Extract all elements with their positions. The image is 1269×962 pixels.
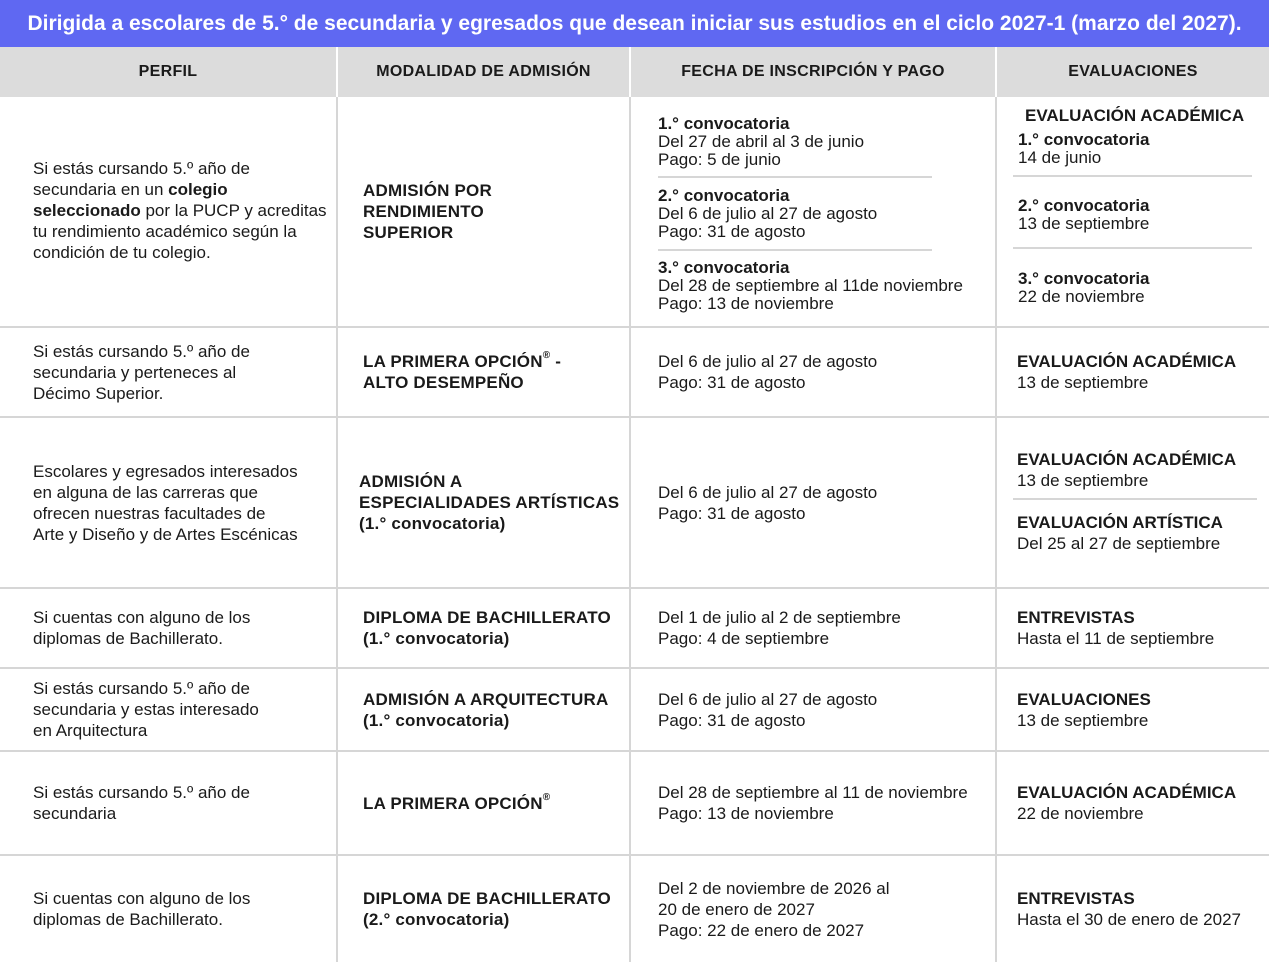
- fecha-line: Del 28 de septiembre al 11 de noviembre: [658, 783, 968, 802]
- row5-perfil: [0, 669, 338, 752]
- row1-modalidad-line: SUPERIOR: [363, 223, 454, 242]
- eval-title: EVALUACIÓN ACADÉMICA: [1017, 783, 1237, 802]
- header-modalidad: MODALIDAD DE ADMISIÓN: [338, 47, 631, 97]
- eval-title: EVALUACIÓN ACADÉMICA: [1017, 352, 1237, 371]
- row5-evaluaciones: [997, 669, 1269, 752]
- eval-date: 13 de septiembre: [1017, 471, 1149, 490]
- perfil-line: ofrecen nuestras facultades de: [33, 503, 266, 523]
- eval-title: EVALUACIÓN ARTÍSTICA: [1017, 513, 1223, 532]
- row1-convocatoria-3: [658, 259, 963, 313]
- convocatoria-payment: Pago: 13 de noviembre: [658, 294, 834, 313]
- fecha-line: Del 2 de noviembre de 2026 al: [658, 878, 890, 898]
- convocatoria-title: 1.° convocatoria: [658, 114, 790, 133]
- header-fecha: FECHA DE INSCRIPCIÓN Y PAGO: [631, 47, 997, 97]
- perfil-line: en alguna de las carreras que: [33, 482, 258, 502]
- modalidad-line: LA PRIMERA OPCIÓN: [363, 793, 543, 813]
- modalidad-line: ESPECIALIDADES ARTÍSTICAS: [359, 493, 620, 512]
- convocatoria-dates: Del 27 de abril al 3 de junio: [658, 132, 865, 151]
- perfil-line: en Arquitectura: [33, 721, 148, 740]
- perfil-line: secundaria y estas interesado: [33, 700, 259, 719]
- row4-evaluaciones: [997, 589, 1269, 669]
- perfil-line: Décimo Superior.: [33, 383, 164, 403]
- row2-modalidad: [338, 328, 631, 418]
- row6-evaluaciones: [997, 752, 1269, 856]
- convocatoria-payment: Pago: 5 de junio: [658, 150, 781, 169]
- eval-item-title: 2.° convocatoria: [1018, 196, 1150, 215]
- eval-date: Hasta el 30 de enero de 2027: [1017, 910, 1242, 929]
- row2-perfil: [0, 328, 338, 418]
- admission-table: [0, 47, 1269, 962]
- fecha-line: Del 1 de julio al 2 de septiembre: [658, 608, 901, 627]
- registered-mark: ®: [542, 350, 551, 362]
- modalidad-line: (2.° convocatoria): [363, 910, 510, 929]
- row1-eval-item-3: [1018, 270, 1150, 306]
- row1-eval-item-2: [1018, 197, 1150, 233]
- eval-title: ENTREVISTAS: [1017, 608, 1135, 627]
- divider: [658, 176, 932, 178]
- row1-evaluaciones: [997, 97, 1269, 328]
- row3-modalidad: [338, 418, 631, 589]
- row1-modalidad-line: RENDIMIENTO: [363, 202, 484, 221]
- row4-perfil: [0, 589, 338, 669]
- perfil-line: Si estás cursando 5.º año de: [33, 679, 250, 698]
- row1-convocatoria-1: [658, 115, 864, 169]
- convocatoria-title: 3.° convocatoria: [658, 258, 790, 277]
- row3-eval-item-2: [1017, 512, 1223, 554]
- row2-fecha: [631, 328, 997, 418]
- row3-perfil: [0, 418, 338, 589]
- perfil-line: Si cuentas con alguno de los: [33, 889, 251, 908]
- row1-modalidad-line: ADMISIÓN POR: [363, 181, 492, 200]
- row7-modalidad: [338, 856, 631, 962]
- perfil-line: secundaria: [33, 804, 117, 823]
- fecha-line: Del 6 de julio al 27 de agosto: [658, 689, 878, 709]
- header-perfil: PERFIL: [0, 47, 338, 97]
- divider: [1013, 498, 1257, 500]
- row1-modalidad: [338, 97, 631, 328]
- divider: [1013, 247, 1252, 249]
- row6-fecha: [631, 752, 997, 856]
- convocatoria-title: 2.° convocatoria: [658, 186, 790, 205]
- row2-evaluaciones: [997, 328, 1269, 418]
- row1-perfil-text-pre: Si estás cursando 5.º año de secundaria en un: [33, 159, 250, 199]
- row1-fecha: [631, 97, 997, 328]
- perfil-line: diplomas de Bachillerato.: [33, 629, 223, 648]
- row1-perfil-text-post: por la PUCP y acreditas tu rendimiento académico según la condición de tu colegio.: [33, 201, 327, 262]
- convocatoria-payment: Pago: 31 de agosto: [658, 222, 806, 241]
- row7-perfil: [0, 856, 338, 962]
- eval-item-title: 1.° convocatoria: [1018, 130, 1150, 149]
- row4-fecha: [631, 589, 997, 669]
- row3-eval-item-1: [1017, 449, 1236, 491]
- row6-modalidad: [338, 752, 631, 856]
- convocatoria-dates: Del 28 de septiembre al 11de noviembre: [658, 276, 963, 295]
- fecha-line: Pago: 13 de noviembre: [658, 804, 834, 823]
- perfil-line: Arte y Diseño y de Artes Escénicas: [33, 524, 298, 544]
- perfil-line: Si estás cursando 5.º año de: [33, 783, 250, 802]
- modalidad-line: ALTO DESEMPEÑO: [363, 373, 524, 392]
- fecha-line: Del 6 de julio al 27 de agosto: [658, 352, 878, 371]
- modalidad-line: (1.° convocatoria): [363, 710, 510, 730]
- registered-mark: ®: [542, 791, 551, 803]
- eval-item-title: 3.° convocatoria: [1018, 269, 1150, 288]
- row4-modalidad: [338, 589, 631, 669]
- modalidad-dash: -: [550, 352, 562, 371]
- fecha-line: Pago: 31 de agosto: [658, 373, 806, 392]
- perfil-line: secundaria y perteneces al: [33, 362, 237, 382]
- row5-modalidad: [338, 669, 631, 752]
- row6-perfil: [0, 752, 338, 856]
- fecha-line: Pago: 22 de enero de 2027: [658, 920, 865, 940]
- modalidad-line: LA PRIMERA OPCIÓN: [363, 352, 543, 371]
- modalidad-line: DIPLOMA DE BACHILLERATO: [363, 889, 611, 908]
- modalidad-line: (1.° convocatoria): [359, 514, 506, 533]
- header-evaluaciones: EVALUACIONES: [997, 47, 1269, 97]
- eval-date: Hasta el 11 de septiembre: [1017, 629, 1215, 648]
- eval-item-date: 13 de septiembre: [1018, 214, 1150, 233]
- fecha-line: 20 de enero de 2027: [658, 899, 815, 919]
- eval-title: EVALUACIONES: [1017, 689, 1151, 709]
- eval-date: Del 25 al 27 de septiembre: [1017, 534, 1221, 553]
- eval-item-date: 22 de noviembre: [1018, 287, 1145, 306]
- convocatoria-dates: Del 6 de julio al 27 de agosto: [658, 204, 878, 223]
- row1-eval-title: EVALUACIÓN ACADÉMICA: [1025, 106, 1245, 125]
- row1-perfil: [0, 97, 338, 328]
- eval-title: EVALUACIÓN ACADÉMICA: [1017, 450, 1237, 469]
- row3-evaluaciones: [997, 418, 1269, 589]
- perfil-line: Si cuentas con alguno de los: [33, 608, 251, 627]
- row3-fecha: [631, 418, 997, 589]
- fecha-line: Pago: 31 de agosto: [658, 710, 806, 730]
- row5-fecha: [631, 669, 997, 752]
- perfil-line: diplomas de Bachillerato.: [33, 910, 223, 929]
- modalidad-line: (1.° convocatoria): [363, 629, 510, 648]
- row7-fecha: [631, 856, 997, 962]
- row7-evaluaciones: [997, 856, 1269, 962]
- row1-convocatoria-2: [658, 187, 877, 241]
- row1-perfil-text-bold: colegio seleccionado: [33, 180, 228, 220]
- divider: [1013, 175, 1252, 177]
- eval-date: 13 de septiembre: [1017, 373, 1149, 392]
- fecha-line: Pago: 31 de agosto: [658, 503, 806, 523]
- banner-title: Dirigida a escolares de 5.° de secundaria y egresados que desean iniciar sus estudios en el ciclo 2027-1 (marzo del 2027).: [0, 0, 1269, 47]
- eval-date: 13 de septiembre: [1017, 710, 1149, 730]
- divider: [658, 249, 932, 251]
- perfil-line: Si estás cursando 5.º año de: [33, 341, 250, 361]
- eval-title: ENTREVISTAS: [1017, 889, 1135, 908]
- fecha-line: Pago: 4 de septiembre: [658, 629, 830, 648]
- modalidad-line: ADMISIÓN A: [359, 472, 463, 491]
- eval-item-date: 14 de junio: [1018, 148, 1102, 167]
- row1-eval-item-1: [1018, 131, 1150, 167]
- modalidad-line: ADMISIÓN A ARQUITECTURA: [363, 689, 609, 709]
- eval-date: 22 de noviembre: [1017, 804, 1144, 823]
- fecha-line: Del 6 de julio al 27 de agosto: [658, 482, 878, 502]
- modalidad-line: DIPLOMA DE BACHILLERATO: [363, 608, 611, 627]
- perfil-line: Escolares y egresados interesados: [33, 461, 298, 481]
